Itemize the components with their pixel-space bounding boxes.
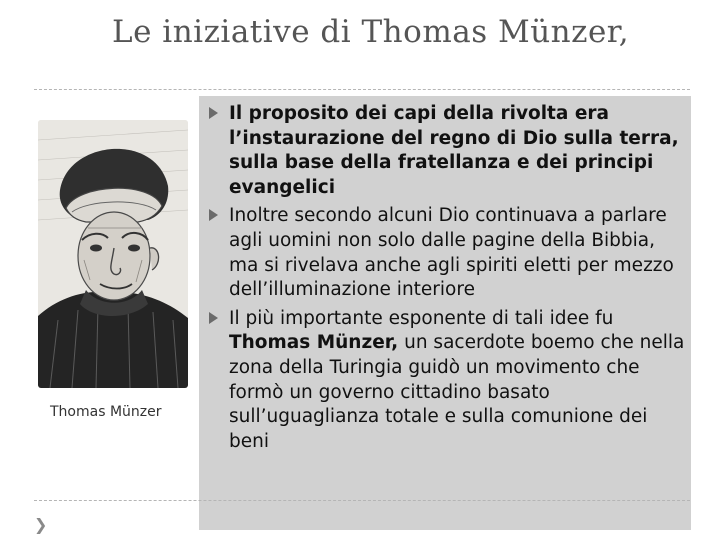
portrait-caption: Thomas Münzer [50, 404, 162, 420]
arrow-bullet-icon [209, 107, 218, 119]
slide-title: Le iniziative di Thomas Münzer, [112, 14, 630, 50]
portrait-image [38, 120, 188, 388]
content-panel [199, 96, 691, 530]
bullet-text-pre: Il più importante esponente di tali idee fu [229, 307, 614, 329]
bullet-text: Inoltre secondo alcuni Dio continuava a parlare agli uomini non solo dalle pagine della Bibbia, ma si rivelava anche agli spiriti eletti per mezzo dell’illuminazione interiore [229, 205, 674, 301]
bullet-item [207, 204, 687, 302]
bullet-item [207, 102, 687, 200]
bullet-list [207, 102, 687, 454]
bullet-item [207, 307, 687, 455]
arrow-bullet-icon [209, 209, 218, 221]
top-divider [34, 89, 690, 90]
arrow-nav-icon: ❯ [34, 515, 48, 534]
arrow-bullet-icon [209, 312, 218, 324]
portrait-illustration [38, 120, 188, 388]
bullet-text-post: un sacerdote boemo che nella zona della Turingia guidò un movimento che formò un governo cittadino basato sull’uguaglianza totale e sulla comunione dei beni [229, 332, 685, 452]
bullet-text: Il proposito dei capi della rivolta era l’instaurazione del regno di Dio sulla terra, sulla base della fratellanza e dei principi evangelici [229, 103, 679, 198]
bottom-divider [34, 500, 690, 501]
bullet-text-emphasis: Thomas Münzer, [229, 332, 399, 354]
